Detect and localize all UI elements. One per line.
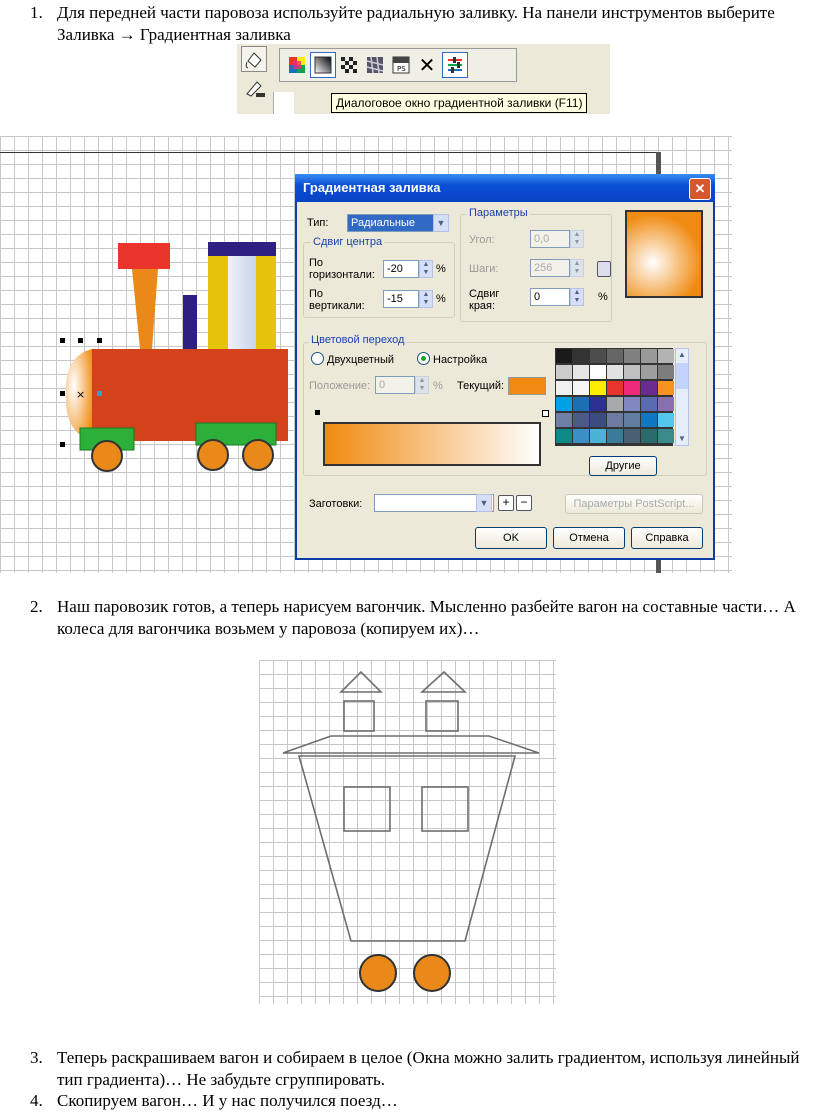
- palette-swatch[interactable]: [658, 365, 674, 379]
- palette-swatch[interactable]: [658, 429, 674, 443]
- flyout-bar: [279, 48, 517, 82]
- remove-preset-icon[interactable]: −: [516, 495, 532, 511]
- step-number: 2.: [30, 597, 43, 616]
- palette-swatch[interactable]: [641, 429, 657, 443]
- palette-swatch[interactable]: [624, 429, 640, 443]
- palette-swatch[interactable]: [590, 349, 606, 363]
- palette-swatch[interactable]: [590, 365, 606, 379]
- gradient-start-marker[interactable]: [315, 410, 320, 415]
- vertical-value: -15: [387, 293, 403, 305]
- others-button[interactable]: Другие: [589, 456, 657, 476]
- lock-icon[interactable]: [597, 261, 611, 277]
- scroll-down-icon[interactable]: ▼: [678, 434, 686, 443]
- dialog-titlebar[interactable]: [295, 174, 715, 202]
- position-label: Положение:: [309, 380, 371, 392]
- palette-swatch[interactable]: [624, 381, 640, 395]
- palette-swatch[interactable]: [607, 381, 623, 395]
- close-icon[interactable]: ✕: [689, 178, 711, 200]
- palette-swatch[interactable]: [641, 349, 657, 363]
- fill-icon[interactable]: [241, 46, 267, 72]
- palette-swatch[interactable]: [607, 349, 623, 363]
- svg-text:×: ×: [76, 388, 86, 401]
- edge-input[interactable]: [530, 288, 570, 306]
- edge-spinner[interactable]: ▲ ▼: [570, 288, 584, 306]
- steps-label: Шаги:: [469, 263, 499, 275]
- texture-fill-icon[interactable]: [362, 52, 388, 78]
- current-label: Текущий:: [457, 380, 505, 392]
- step-number: 4.: [30, 1091, 43, 1110]
- edge-value: 0: [534, 291, 541, 303]
- step-text: Для передней части паровоза используйте радиальную заливку. На панели инструментов выберите Заливка → Градиентная заливка: [57, 3, 775, 44]
- angle-spinner[interactable]: ▲ ▼: [570, 230, 584, 248]
- wagon-drawing: [259, 660, 556, 1004]
- percent-label: %: [436, 293, 446, 305]
- palette-swatch[interactable]: [658, 381, 674, 395]
- palette-swatch[interactable]: [573, 397, 589, 411]
- palette-swatch[interactable]: [607, 365, 623, 379]
- palette-scrollbar[interactable]: [675, 348, 689, 446]
- palette-swatch[interactable]: [556, 397, 572, 411]
- pattern-fill-icon[interactable]: [336, 52, 362, 78]
- horizontal-label-1: По: [309, 257, 324, 269]
- steps-input[interactable]: [530, 259, 570, 277]
- palette-swatch[interactable]: [590, 397, 606, 411]
- svg-text:PS: PS: [397, 65, 406, 73]
- scroll-thumb[interactable]: [676, 363, 688, 389]
- palette-swatch[interactable]: [573, 349, 589, 363]
- percent-label: %: [598, 291, 608, 303]
- palette-swatch[interactable]: [607, 413, 623, 427]
- scroll-up-icon[interactable]: ▲: [678, 350, 686, 359]
- palette-swatch[interactable]: [590, 381, 606, 395]
- palette-swatch[interactable]: [658, 413, 674, 427]
- radio-icon: [417, 352, 430, 365]
- horizontal-spinner[interactable]: ▲ ▼: [419, 260, 433, 278]
- custom-label: Настройка: [433, 354, 488, 366]
- vertical-label-1: По: [309, 288, 324, 300]
- palette-swatch[interactable]: [573, 429, 589, 443]
- position-value: 0: [379, 379, 386, 391]
- palette-swatch[interactable]: [556, 429, 572, 443]
- two-color-label: Двухцветный: [327, 354, 394, 366]
- parameters-title: Параметры: [469, 207, 528, 219]
- edge-label-2: края:: [469, 300, 496, 312]
- type-label: Тип:: [307, 217, 329, 229]
- presets-label: Заготовки:: [309, 498, 363, 510]
- palette-swatch[interactable]: [556, 365, 572, 379]
- edge-label-1: Сдвиг: [469, 288, 500, 300]
- ok-button[interactable]: OK: [475, 527, 547, 549]
- vertical-label-2: вертикали:: [309, 300, 365, 312]
- ruler: [273, 92, 294, 114]
- palette-swatch[interactable]: [590, 413, 606, 427]
- palette-swatch[interactable]: [641, 397, 657, 411]
- palette-swatch[interactable]: [607, 429, 623, 443]
- add-preset-icon[interactable]: +: [498, 495, 514, 511]
- wagon-canvas: [259, 660, 556, 1004]
- uniform-fill-icon[interactable]: [284, 52, 310, 78]
- palette-swatch[interactable]: [641, 413, 657, 427]
- palette-swatch[interactable]: [624, 365, 640, 379]
- palette-swatch[interactable]: [641, 365, 657, 379]
- preview-swatch: [625, 210, 703, 298]
- horizontal-input[interactable]: [383, 260, 419, 278]
- chevron-down-icon[interactable]: ▼: [433, 214, 449, 232]
- steps-value: 256: [534, 262, 553, 274]
- dialog-title: Градиентная заливка: [303, 180, 441, 195]
- vertical-spinner[interactable]: ▲ ▼: [419, 290, 433, 308]
- angle-value: 0,0: [534, 233, 550, 245]
- no-fill-icon[interactable]: ✕: [418, 53, 436, 77]
- type-select-value: Радиальные: [351, 217, 416, 229]
- custom-radio[interactable]: [417, 352, 487, 366]
- fountain-fill-icon[interactable]: [310, 52, 336, 78]
- radio-icon: [311, 352, 324, 365]
- steps-spinner[interactable]: ▲ ▼: [570, 259, 584, 277]
- chevron-down-icon[interactable]: ▼: [476, 494, 492, 512]
- color-docker-icon[interactable]: [442, 52, 468, 78]
- center-offset-title: Сдвиг центра: [313, 236, 383, 248]
- gradient-end-marker[interactable]: [542, 410, 549, 417]
- palette-swatch[interactable]: [624, 397, 640, 411]
- palette-swatch[interactable]: [658, 397, 674, 411]
- palette-swatch[interactable]: [573, 365, 589, 379]
- step-text: Скопируем вагон… И у нас получился поезд…: [57, 1091, 398, 1110]
- color-blend-title: Цветовой переход: [311, 334, 405, 346]
- help-button[interactable]: Справка: [631, 527, 703, 549]
- percent-label: %: [436, 263, 446, 275]
- position-input[interactable]: [375, 376, 415, 394]
- horizontal-value: -20: [387, 263, 403, 275]
- color-palette[interactable]: [555, 348, 673, 446]
- cancel-button[interactable]: Отмена: [553, 527, 625, 549]
- angle-label: Угол:: [469, 234, 495, 246]
- two-color-radio[interactable]: [311, 352, 394, 366]
- gradient-fill-dialog: [295, 174, 715, 560]
- step-number: 3.: [30, 1048, 43, 1067]
- tooltip: Диалоговое окно градиентной заливки (F11): [331, 93, 587, 113]
- horizontal-label-2: горизонтали:: [309, 269, 375, 281]
- palette-swatch[interactable]: [573, 381, 589, 395]
- gradient-bar[interactable]: [323, 422, 541, 466]
- palette-swatch[interactable]: [590, 429, 606, 443]
- palette-swatch[interactable]: [624, 349, 640, 363]
- palette-swatch[interactable]: [624, 413, 640, 427]
- step-text: Наш паровозик готов, а теперь нарисуем вагончик. Мысленно разбейте вагон на составные части… А колеса для вагончика возьмем у паровоза (копируем их)…: [57, 597, 796, 638]
- postscript-options-button[interactable]: Параметры PostScript...: [565, 494, 703, 514]
- palette-swatch[interactable]: [607, 397, 623, 411]
- palette-swatch[interactable]: [556, 349, 572, 363]
- current-color-swatch[interactable]: [508, 377, 546, 395]
- angle-input[interactable]: [530, 230, 570, 248]
- percent-label: %: [433, 380, 443, 392]
- postscript-fill-icon[interactable]: [388, 52, 414, 78]
- palette-swatch[interactable]: [641, 381, 657, 395]
- step-number: 1.: [30, 3, 43, 22]
- palette-swatch[interactable]: [556, 381, 572, 395]
- pen-icon[interactable]: [243, 76, 267, 100]
- step-text: Теперь раскрашиваем вагон и собираем в целое (Окна можно залить градиентом, используя линейный тип градиента)… Не забудьте сгруппировать.: [57, 1048, 800, 1089]
- palette-swatch[interactable]: [658, 349, 674, 363]
- palette-swatch[interactable]: [556, 413, 572, 427]
- palette-swatch[interactable]: [573, 413, 589, 427]
- vertical-input[interactable]: [383, 290, 419, 308]
- position-spinner[interactable]: ▲ ▼: [415, 376, 429, 394]
